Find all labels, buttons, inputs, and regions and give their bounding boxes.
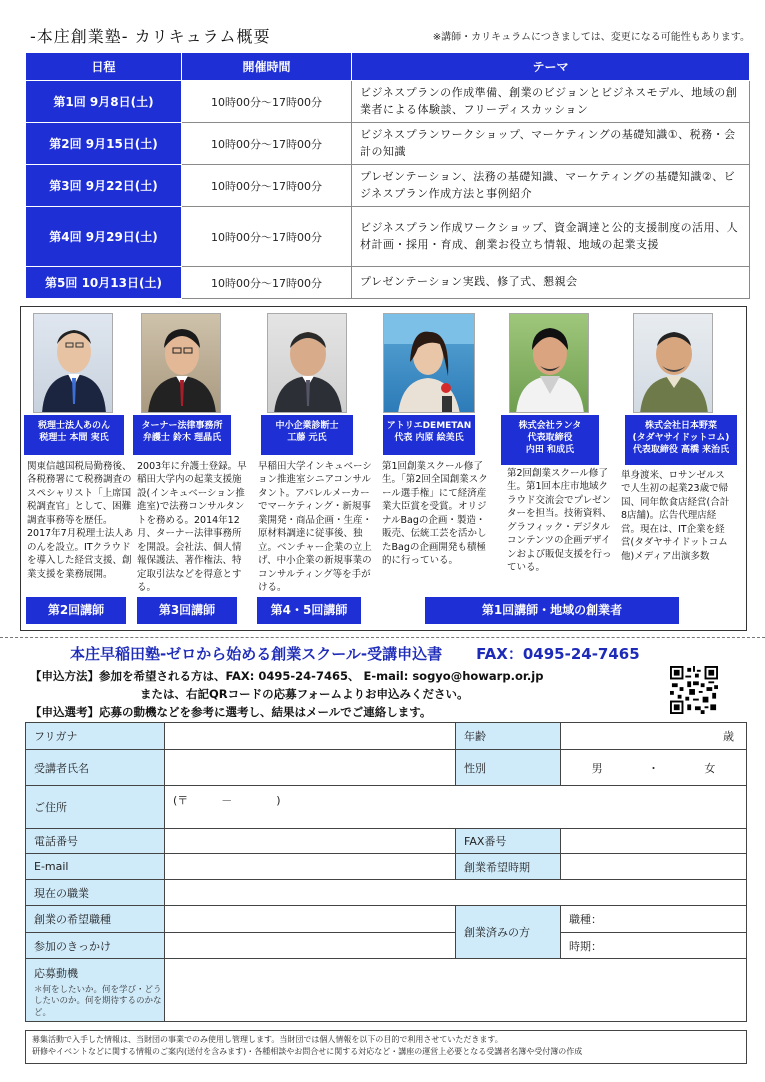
lecturer-bio: 関東信越国税局勤務後、各税務署にて税務調査のスペシャリスト「上席国税調査官」として、困難調査事務等を歴任。2017年7月税理士法人あのんを設立。ITクラウドを導入した経営支援、創業支援を業務展開。	[27, 461, 134, 580]
lecturer-name	[24, 415, 124, 455]
start-time-label: 創業希望時期	[455, 853, 561, 880]
furigana-field[interactable]	[164, 722, 456, 750]
change-notice: ※講師・カリキュラムにつきましては、変更になる可能性もあります。	[432, 32, 750, 43]
start-time-field[interactable]	[560, 853, 747, 880]
job-label: 現在の職業	[25, 879, 165, 906]
lecturer-bio: 早稲田大学インキュベーション推進室シニアコンサルタント。アパレルメーカーでマーケティング・新規事業開発・商品企画・生産・原材料調達に従事後、独立。ベンチャー企業の立上げ、中小企業の新規事業のコンサルティング等を手がける。	[258, 461, 373, 594]
lecturer-title: 弁護士 鈴木 理晶氏	[142, 433, 222, 444]
postal-code-placeholder: (〒 － )	[173, 794, 281, 807]
furigana-label: フリガナ	[25, 722, 165, 750]
table-row	[26, 123, 750, 165]
address-label: ご住所	[25, 785, 165, 829]
gender-male-option[interactable]: 男	[591, 761, 603, 775]
selection-note: 【申込選考】応募の動機などを参考に選考し、結果はメールでご連絡します。	[30, 705, 432, 719]
lecturer-title: 工藤 元氏	[287, 433, 327, 444]
age-field[interactable]	[560, 722, 747, 750]
form-fax: FAX：0495-24-7465	[476, 645, 640, 663]
gender-field[interactable]	[560, 749, 747, 786]
reason-field[interactable]	[164, 932, 456, 959]
form-title-text: 本庄早稲田塾-ゼロから始める創業スクール-受講申込書	[70, 645, 443, 663]
role-label: 第4・5回講師	[257, 597, 361, 624]
lecturer-photo	[633, 313, 713, 413]
lecturer-affiliation: 株式会社日本野菜	[644, 421, 717, 431]
industry-field[interactable]	[560, 905, 747, 933]
cut-line	[0, 637, 765, 638]
gender-female-option[interactable]: 女	[704, 761, 716, 775]
application-method-alt: または、右記QRコードの応募フォームよりお申込みください。	[140, 687, 469, 701]
privacy-line-2: 研修やイベントなどに関する情報のご案内(送付を含みます)・各種相談やお問合せに関する対応など・講座の運営上必要となる受講者名簿や受付簿の作成	[32, 1047, 583, 1056]
age-unit: 歳	[723, 730, 734, 743]
lecturer-bio: 単身渡米、ロサンゼルスで人生初の起業23歳で帰国、同年飲食店経営(合計8店舗)。広告代理店経営。現在は、IT企業を経営(タダヤサイドットコム他)メディア出演多数	[621, 470, 730, 562]
session-time: 10時00分～17時00分	[182, 207, 352, 267]
lecturer-subaffiliation: (タダヤサイドットコム)	[632, 433, 730, 444]
privacy-notice	[25, 1030, 747, 1064]
lecturer-photo	[509, 313, 589, 413]
session-theme: ビジネスプランの作成準備、創業のビジョンとビジネスモデル、地域の創業者による体験談、フリーディスカッション	[352, 81, 750, 123]
session-date: 第3回 9月22日(土)	[26, 165, 182, 207]
lecturer-affiliation: 中小企業診断士	[275, 421, 339, 431]
column-header: 開催時間	[182, 53, 352, 81]
session-date: 第2回 9月15日(土)	[26, 123, 182, 165]
gender-separator: ・	[647, 761, 659, 775]
lecturer-name	[625, 415, 737, 465]
lecturer-name	[501, 415, 599, 465]
email-label: E-mail	[25, 853, 165, 880]
session-theme: ビジネスプラン作成ワークショップ、資金調達と公的支援制度の活用、人材計画・採用・育成、創業お役立ち情報、地域の起業支援	[352, 207, 750, 267]
role-label: 第2回講師	[26, 597, 126, 624]
desired-business-label: 創業の希望職種	[25, 905, 165, 933]
motive-field[interactable]	[164, 958, 747, 1022]
lecturer-photo	[141, 313, 221, 413]
table-row	[26, 81, 750, 123]
gender-label: 性別	[455, 749, 561, 786]
session-time: 10時00分～17時00分	[182, 81, 352, 123]
phone-label: 電話番号	[25, 828, 165, 854]
table-header-row	[26, 53, 750, 81]
column-header: 日程	[26, 53, 182, 81]
session-time: 10時00分～17時00分	[182, 165, 352, 207]
address-field[interactable]	[164, 785, 747, 829]
role-label: 第1回講師・地域の創業者	[425, 597, 679, 624]
column-header: テーマ	[352, 53, 750, 81]
session-theme: プレゼンテーション実践、修了式、懇親会	[352, 267, 750, 299]
lecturer-name	[261, 415, 353, 455]
session-time: 10時00分～17時00分	[182, 123, 352, 165]
table-row	[26, 267, 750, 299]
lecturer-photo	[383, 313, 475, 413]
motive-hint: ＊何をしたいか。何を学び・どうしたいのか。何を期待するのかなど。	[34, 985, 162, 1018]
lecturer-affiliation: ターナー法律事務所	[141, 421, 223, 431]
lecturer-bio: 第2回創業スクール修了生。第1回本庄市地域クラウド交流会でプレゼンターを担当。技術資料、グラフィック・デジタルコンテンツの企画デザインおよび販促支援を行っている。	[507, 468, 612, 574]
period-label: 時期：	[569, 939, 602, 953]
fax-label: FAX番号	[455, 828, 561, 854]
desired-business-field[interactable]	[164, 905, 456, 933]
lecturer-title: 税理士 本間 実氏	[39, 433, 109, 444]
name-label: 受講者氏名	[25, 749, 165, 786]
lecturer-photo	[267, 313, 347, 413]
period-field[interactable]	[560, 932, 747, 959]
form-title	[70, 643, 640, 664]
role-label: 第3回講師	[137, 597, 237, 624]
session-date: 第5回 10月13日(土)	[26, 267, 182, 299]
email-field[interactable]	[164, 853, 456, 880]
phone-field[interactable]	[164, 828, 456, 854]
fax-field[interactable]	[560, 828, 747, 854]
industry-label: 職種：	[569, 913, 602, 926]
lecturer-name	[133, 415, 231, 455]
lecturer-bio: 2003年に弁護士登録。早稲田大学内の起業支援施設(インキュベーション推進室)で法務コンサルタントを務める。2014年12月、ターナー法律事務所を開設。会社法、個人情報保護法、著作権法、特定取引法などを得意とする。	[137, 461, 247, 594]
application-method: 【申込方法】参加を希望される方は、FAX: 0495-24-7465、 E-mail: sogyo@howarp.or.jp	[30, 669, 544, 683]
lecturer-affiliation: 株式会社ランタ	[518, 421, 582, 431]
header	[30, 24, 750, 46]
job-field[interactable]	[164, 879, 747, 906]
table-row	[26, 165, 750, 207]
privacy-line-1: 募集活動で入手した情報は、当財団の事業でのみ使用し管理します。当財団では個人情報を以下の目的で利用させていただきます。	[32, 1035, 503, 1044]
lecturer-name	[383, 415, 475, 455]
session-theme: プレゼンテーション、法務の基礎知識、マーケティングの基礎知識②、ビジネスプラン作成方法と事例紹介	[352, 165, 750, 207]
lecturer-photo	[33, 313, 113, 413]
session-theme: ビジネスプランワークショップ、マーケティングの基礎知識①、税務・会計の知識	[352, 123, 750, 165]
qr-code-icon[interactable]	[670, 666, 718, 714]
lecturers-panel	[20, 306, 747, 631]
name-field[interactable]	[164, 749, 456, 786]
session-date: 第4回 9月29日(土)	[26, 207, 182, 267]
lecturer-title: 代表取締役	[527, 433, 573, 444]
motive-label	[25, 958, 165, 1022]
reason-label: 参加のきっかけ	[25, 932, 165, 959]
page-title: -本庄創業塾- カリキュラム概要	[30, 27, 271, 46]
motive-title: 応募動機	[34, 967, 78, 980]
table-row	[26, 207, 750, 267]
session-time: 10時00分～17時00分	[182, 267, 352, 299]
lecturer-affiliation: 税理士法人あのん	[37, 421, 110, 431]
lecturer-title: 代表 内原 絵美氏	[394, 433, 464, 444]
session-date: 第1回 9月8日(土)	[26, 81, 182, 123]
lecturer-bio: 第1回創業スクール修了生。「第2回全国創業スクール選手権」にて経済産業大臣賞を受賞。オリジナルBagの企画・製造・販売、伝統工芸を活かしたBagの企画開発も積極的に行っている。	[382, 461, 488, 567]
lecturer-fullname: 内田 和成氏	[525, 445, 575, 456]
lecturer-title: 代表取締役 高橋 来治氏	[632, 445, 730, 456]
age-label: 年齢	[455, 722, 561, 750]
founded-label: 創業済みの方	[455, 905, 561, 959]
curriculum-table	[25, 52, 750, 299]
lecturer-affiliation: アトリエDEMETAN	[386, 421, 472, 431]
